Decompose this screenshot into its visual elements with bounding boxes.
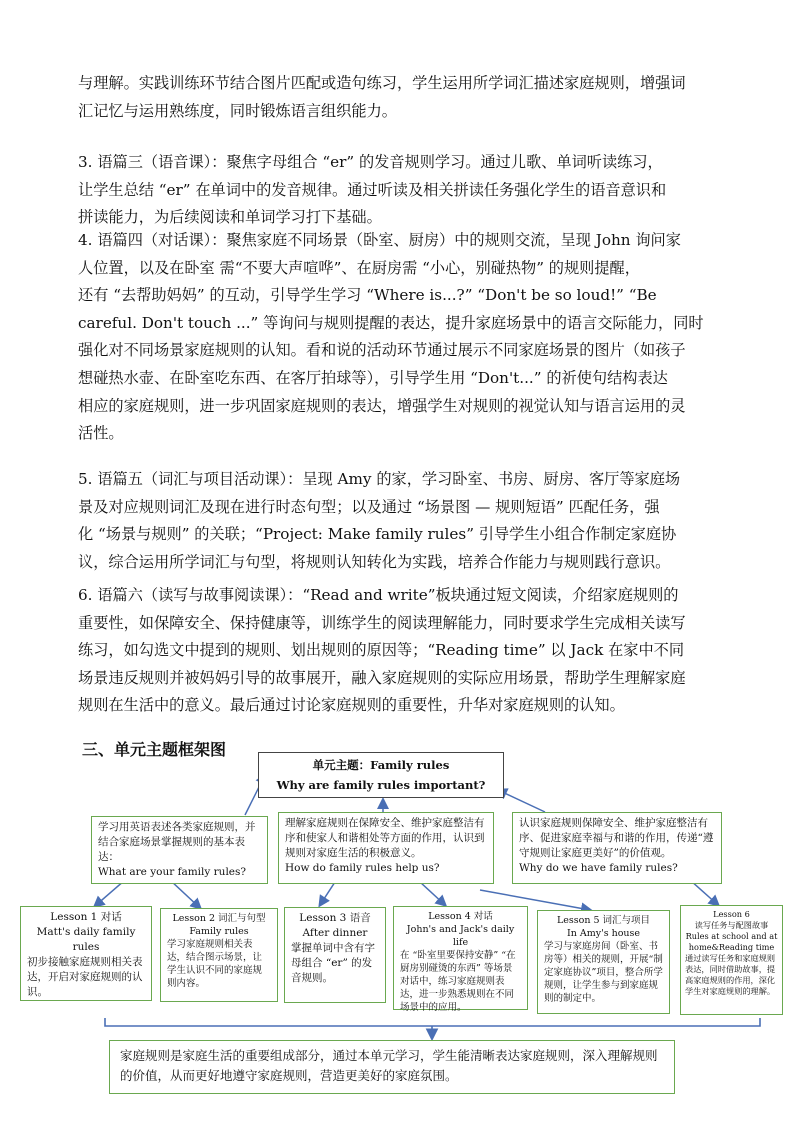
- lesson-4-desc: 在 “卧室里要保持安静” “在厨房别碰烫的东西” 等场景对话中，练习家庭规则表达，进一步熟悉规则在不同场景中的应用。: [400, 950, 516, 1013]
- unit-theme-question: Why are family rules important?: [276, 778, 486, 792]
- lesson-box-3: [284, 907, 386, 1003]
- paragraph-line: 还有 “去帮助妈妈” 的互动，引导学生学习 “Where is...?” “Don't be so loud!” “Be: [78, 286, 657, 305]
- paragraph-line: 议，综合运用所学词汇与句型，将规则认知转化为实践，培养合作能力与规则践行意识。: [78, 552, 671, 571]
- lesson-3-subtitle: After dinner: [302, 927, 368, 939]
- paragraph-line: 4. 语篇四（对话课）：聚焦家庭不同场景（卧室、厨房）中的规则交流，呈现 John 询问家: [78, 231, 681, 249]
- paragraph-line: 景及对应规则词汇及现在进行时态句型；以及通过 “场景图 — 规则短语” 匹配任务，强: [78, 497, 660, 516]
- paragraph-line: careful. Don't touch ...” 等询问与规则提醒的表达，提升家庭场景中的语言交际能力，同时: [78, 313, 704, 332]
- lesson-1-subtitle: Matt's daily family rules: [36, 926, 136, 953]
- lesson-4-subtitle: John's and Jack's daily life: [406, 924, 515, 948]
- paragraph-line: 6. 语篇六（读写与故事阅读课）：“Read and write”板块通过短文阅读，介绍家庭规则的: [78, 586, 679, 604]
- unit-theme-box: [258, 752, 504, 798]
- paragraph-line: 让学生总结 “er” 在单词中的发音规律。通过听读及相关拼读任务强化学生的语音意识和: [78, 180, 667, 199]
- lesson-box-5: [537, 910, 670, 1014]
- question-1-text: 学习用英语表述各类家庭规则，并结合家庭场景掌握规则的基本表达：: [98, 821, 256, 863]
- summary-box: [109, 1040, 675, 1094]
- paragraph-line: 活性。: [78, 424, 124, 443]
- lesson-1-desc: 初步接触家庭规则相关表达，开启对家庭规则的认识。: [27, 956, 143, 998]
- lesson-2-title: Lesson 2 词汇与句型: [172, 913, 266, 924]
- summary-brace: [105, 1018, 760, 1026]
- paragraph-line: 练习，如勾选文中提到的规则、划出规则的原因等；“Reading time” 以 Jack 在家中不同: [78, 641, 685, 660]
- paragraph-line: 与理解。实践训练环节结合图片匹配或造句练习，学生运用所学词汇描述家庭规则，增强词: [78, 74, 686, 92]
- paragraph-line: 想碰热水壶、在卧室吃东西、在客厅拍球等），引导学生用 “Don't...” 的祈使句结构表达: [78, 368, 668, 387]
- lesson-1-title: Lesson 1 对话: [50, 911, 122, 923]
- section-heading: 三、单元主题框架图: [82, 740, 227, 759]
- lesson-5-subtitle: In Amy's house: [566, 928, 641, 939]
- paragraph-line: 规则在生活中的意义。最后通过讨论家庭规则的重要性，升华对家庭规则的认知。: [78, 696, 625, 715]
- arrow-q2-to-l3: [320, 882, 335, 905]
- question-2-text: 理解家庭规则在保障安全、维护家庭整洁有序和使家人和谐相处等方面的作用，认识到规则对家庭生活的积极意义。: [285, 817, 485, 859]
- summary-text: 家庭规则是家庭生活的重要组成部分，通过本单元学习，学生能清晰表达家庭规则，深入理解规则的价值，从而更好地遵守家庭规则，营造更美好的家庭氛围。: [120, 1048, 658, 1083]
- question-3-question: Why do we have family rules?: [519, 862, 678, 874]
- paragraph-line: 场景违反规则并被妈妈引导的故事展开，融入家庭规则的实际应用场景，帮助学生理解家庭: [78, 668, 686, 687]
- lesson-box-4: [393, 906, 528, 1013]
- paragraph-line: 3. 语篇三（语音课）：聚焦字母组合 “er” 的发音规则学习。通过儿歌、单词听读练习，: [78, 153, 663, 171]
- question-2-question: How do family rules help us?: [285, 862, 440, 874]
- question-3-text: 认识家庭规则保障安全、维护家庭整洁有序、促进家庭幸福与和谐的作用，传递“遵守规则让家庭更美好”的价值观。: [519, 817, 714, 859]
- lesson-6-subtitle: 读写任务与配图故事: [694, 920, 769, 930]
- paragraph-line: 相应的家庭规则，进一步巩固家庭规则的表达，增强学生对规则的视觉认知与语言运用的灵: [78, 396, 686, 415]
- lesson-4-title: Lesson 4 对话: [428, 911, 493, 922]
- lesson-2-desc: 学习家庭规则相关表达，结合图示场景，让学生认识不同的家庭规则内容。: [167, 939, 263, 989]
- lesson-box-6: [680, 905, 783, 1015]
- lesson-3-title: Lesson 3 语音: [299, 912, 371, 924]
- paragraph-line: 强化对不同场景家庭规则的认知。看和说的活动环节通过展示不同家庭场景的图片（如孩子: [78, 341, 686, 360]
- lesson-box-1: [20, 906, 152, 1001]
- lesson-5-desc: 学习与家庭房间（卧室、书房等）相关的规则，开展“制定家庭协议”项目，整合所学规则，让学生参与到家庭规则的制定中。: [544, 941, 663, 1004]
- lesson-2-subtitle: Family rules: [189, 926, 249, 937]
- unit-theme-title: 单元主题：Family rules: [312, 758, 450, 772]
- lesson-6-title: Lesson 6: [713, 909, 750, 919]
- paragraph-line: 5. 语篇五（词汇与项目活动课）：呈现 Amy 的家，学习卧室、书房、厨房、客厅等家庭场: [78, 470, 681, 488]
- paragraph-line: 重要性，如保障安全、保持健康等，训练学生的阅读理解能力，同时要求学生完成相关读写: [78, 613, 686, 632]
- lesson-6-subtitle-2: Rules at school and at home&Reading time: [685, 931, 778, 952]
- arrow-q1-to-l2: [170, 880, 200, 908]
- lesson-box-2: [160, 908, 278, 1002]
- question-box-1: [91, 816, 268, 884]
- paragraph-line: 人位置，以及在卧室 需“不要大声喧哗”、在厨房需 “小心，别碰热物” 的规则提醒，: [78, 258, 640, 277]
- paragraph-line: 拼读能力，为后续阅读和单词学习打下基础。: [78, 208, 382, 227]
- lesson-6-desc: 通过读写任务和家庭规则表达，同时借助故事，提高家庭规则的作用，深化学生对家庭规则的理解。: [685, 953, 776, 996]
- lesson-3-desc: 掌握单词中含有字母组合 “er” 的发音规则。: [291, 942, 375, 984]
- question-box-3: [512, 812, 722, 884]
- question-1-question: What are your family rules?: [98, 866, 247, 878]
- question-box-2: [278, 812, 494, 884]
- paragraph-line: 汇记忆与运用熟练度，同时锻炼语言组织能力。: [78, 101, 397, 120]
- arrow-right-to-theme: [498, 790, 545, 812]
- arrow-q2-to-l4: [420, 882, 445, 905]
- lesson-5-title: Lesson 5 词汇与项目: [556, 915, 651, 926]
- paragraph-line: 化 “场景与规则” 的关联；“Project: Make family rules” 引导学生小组合作制定家庭协: [78, 525, 677, 544]
